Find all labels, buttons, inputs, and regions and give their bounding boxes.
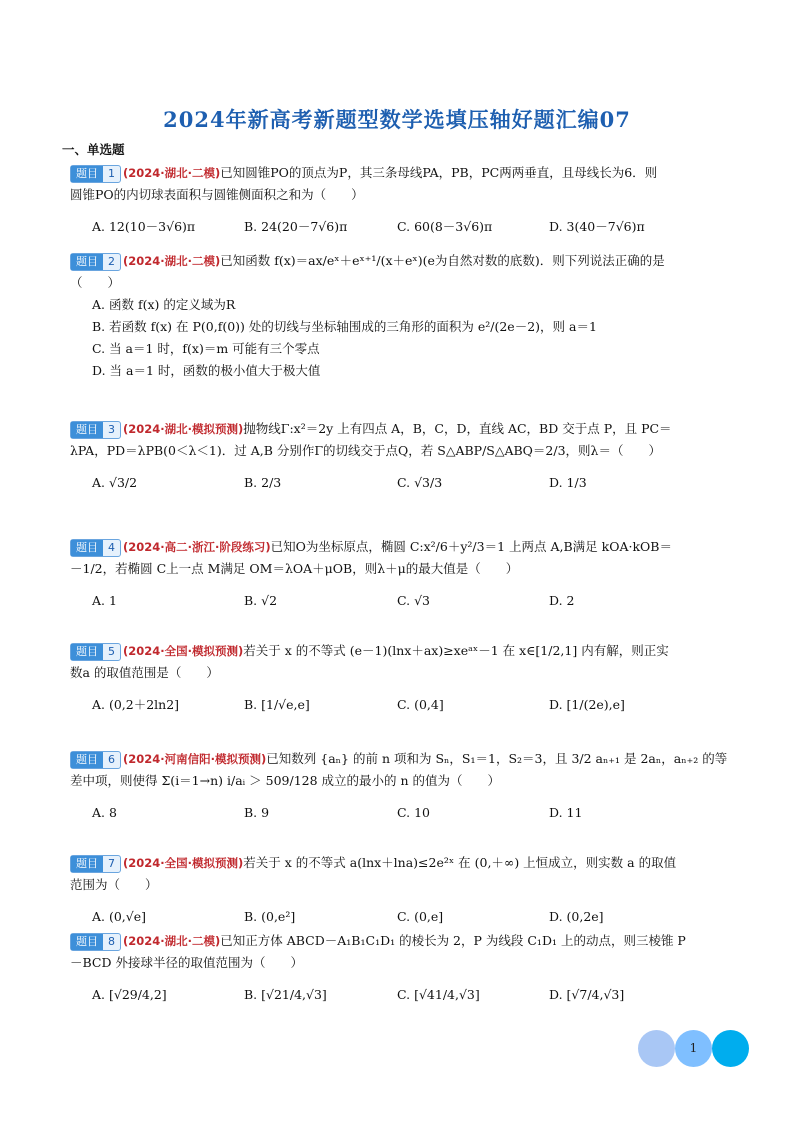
- question-line: [70, 930, 720, 952]
- decor-circle-left: [638, 1030, 675, 1067]
- question-source: (2024·全国·模拟预测): [123, 644, 244, 658]
- question-line: [70, 640, 720, 662]
- question-tag-label: 题目: [71, 856, 103, 872]
- answer-options: [92, 590, 720, 612]
- question-number: 4: [108, 540, 115, 554]
- answer-option: B. 24(20－7√6)π: [244, 219, 348, 234]
- question-tag: [70, 855, 121, 873]
- question-line: [70, 162, 720, 184]
- question-tag: [70, 643, 121, 661]
- answer-option: D. 3(40－7√6)π: [549, 219, 645, 234]
- answer-option: A. 1: [92, 593, 117, 608]
- question-source: (2024·湖北·二模): [123, 166, 221, 180]
- question-8: [70, 930, 720, 1006]
- question-source: (2024·湖北·二模): [123, 934, 221, 948]
- question-line: [70, 852, 720, 874]
- question-text: 范围为（ ）: [70, 877, 158, 892]
- question-source: (2024·高二·浙江·阶段练习): [123, 540, 271, 554]
- answer-option: C. 10: [397, 805, 430, 820]
- answer-option: C. (0,4]: [397, 697, 444, 712]
- question-tag-label: 题目: [71, 540, 103, 556]
- statement-option: B. 若函数 f(x) 在 P(0,f(0)) 处的切线与坐标轴围成的三角形的面积为 e²/(2e－2)，则 a＝1: [92, 319, 597, 334]
- question-tag-label: 题目: [71, 422, 103, 438]
- answer-option: B. [√21/4,√3]: [244, 987, 327, 1002]
- question-source: (2024·全国·模拟预测): [123, 856, 244, 870]
- question-number: 1: [108, 166, 115, 180]
- answer-option: C. (0,e]: [397, 909, 444, 924]
- question-line: [70, 184, 720, 206]
- question-line: [70, 440, 720, 462]
- question-tag: [70, 933, 121, 951]
- question-number: 5: [108, 644, 115, 658]
- question-text: 若关于 x 的不等式 a(lnx＋lna)≤2e²ˣ 在 (0,＋∞) 上恒成立，则实数 a 的取值: [243, 855, 677, 870]
- question-text: 抛物线Γ:x²＝2y 上有四点 A，B，C，D，直线 AC，BD 交于点 P，且 PC＝: [243, 421, 672, 436]
- question-line: [70, 558, 720, 580]
- decor-circle-right: [712, 1030, 749, 1067]
- question-tag-label: 题目: [71, 934, 103, 950]
- question-2: [70, 250, 720, 382]
- question-5: [70, 640, 720, 716]
- question-source: (2024·湖北·二模): [123, 254, 221, 268]
- question-line: [70, 874, 720, 896]
- answer-option: A. (0,2＋2ln2]: [92, 697, 180, 712]
- question-text: －BCD 外接球半径的取值范围为（ ）: [70, 955, 303, 970]
- question-line: [70, 418, 720, 440]
- question-tag: [70, 751, 121, 769]
- answer-options: [92, 906, 720, 928]
- statement-option: C. 当 a＝1 时，f(x)＝m 可能有三个零点: [92, 341, 320, 356]
- question-line: [70, 952, 720, 974]
- question-tag: [70, 165, 121, 183]
- question-4: [70, 536, 720, 612]
- question-text: 已知数列 {aₙ} 的前 n 项和为 Sₙ，S₁＝1，S₂＝3，且 3/2 aₙ₊₁ 是 2aₙ，aₙ₊₂ 的等: [266, 751, 728, 766]
- question-tag: [70, 421, 121, 439]
- answer-option: B. 9: [244, 805, 270, 820]
- question-text: 已知圆锥PO的顶点为P，其三条母线PA，PB，PC两两垂直，且母线长为6．则: [220, 165, 658, 180]
- question-number: 2: [108, 254, 115, 268]
- answer-option: A. 8: [92, 805, 117, 820]
- page-title: 2024年新高考新题型数学选填压轴好题汇编07: [163, 107, 631, 132]
- question-text: －1/2，若椭圆 C上一点 M满足 OM＝λOA＋μOB，则λ＋μ的最大值是（ ）: [70, 561, 519, 576]
- question-line: [70, 536, 720, 558]
- question-source: (2024·河南信阳·模拟预测): [123, 752, 267, 766]
- question-text: 差中项，则使得 Σ(i＝1→n) i/aᵢ ＞ 509/128 成立的最小的 n 的值为（ ）: [70, 773, 501, 788]
- answer-option: D. 11: [549, 805, 583, 820]
- statement-option: D. 当 a＝1 时，函数的极小值大于极大值: [92, 363, 321, 378]
- question-tag: [70, 539, 121, 557]
- question-1: [70, 162, 720, 238]
- answer-option: B. [1/√e,e]: [244, 697, 310, 712]
- question-text: 圆锥PO的内切球表面积与圆锥侧面积之和为（ ）: [70, 187, 364, 202]
- answer-option: D. [√7/4,√3]: [549, 987, 625, 1002]
- question-line: [70, 748, 728, 770]
- question-number: 7: [108, 856, 115, 870]
- question-line: [70, 250, 720, 272]
- answer-option: C. √3: [397, 593, 430, 608]
- question-6: [70, 748, 728, 824]
- question-text: 若关于 x 的不等式 (e－1)(lnx＋ax)≥xeᵃˣ－1 在 x∈[1/2,1] 内有解，则正实: [243, 643, 669, 658]
- question-text: λPA，PD＝λPB(0＜λ＜1)．过 A,B 分别作Γ的切线交于点Q，若 S△ABP/S△ABQ＝2/3，则λ＝（ ）: [70, 443, 661, 458]
- answer-option: A. [√29/4,2]: [92, 987, 167, 1002]
- answer-options: [92, 802, 720, 824]
- question-tag-label: 题目: [71, 752, 103, 768]
- answer-option: B. √2: [244, 593, 278, 608]
- answer-option: B. 2/3: [244, 475, 282, 490]
- answer-option: C. [√41/4,√3]: [397, 987, 480, 1002]
- question-line: [70, 662, 720, 684]
- question-text: 已知函数 f(x)＝ax/eˣ＋eˣ⁺¹/(x＋eˣ)(e为自然对数的底数)．则下列说法正确的是: [220, 253, 665, 268]
- answer-option: A. √3/2: [92, 475, 138, 490]
- answer-options: [92, 216, 720, 238]
- answer-option: D. 1/3: [549, 475, 587, 490]
- answer-options: [92, 694, 720, 716]
- question-number: 3: [108, 422, 115, 436]
- answer-option: C. 60(8－3√6)π: [397, 219, 493, 234]
- question-tag-label: 题目: [71, 254, 103, 270]
- question-source: (2024·湖北·模拟预测): [123, 422, 244, 436]
- question-number: 8: [108, 934, 115, 948]
- answer-options: [92, 984, 720, 1006]
- section-heading: 一、单选题: [62, 142, 125, 157]
- question-text: （ ）: [70, 275, 121, 290]
- question-tag: [70, 253, 121, 271]
- question-text: 已知O为坐标原点，椭圆 C:x²/6＋y²/3＝1 上两点 A,B满足 kOA·kOB＝: [270, 539, 672, 554]
- answer-option: A. 12(10－3√6)π: [92, 219, 196, 234]
- question-line: [70, 770, 720, 792]
- question-line: [70, 272, 720, 294]
- answer-option: D. 2: [549, 593, 575, 608]
- question-3: [70, 418, 720, 494]
- question-tag-label: 题目: [71, 644, 103, 660]
- answer-option: B. (0,e²]: [244, 909, 296, 924]
- answer-options: [92, 472, 720, 494]
- answer-option: C. √3/3: [397, 475, 443, 490]
- question-text: 数a 的取值范围是（ ）: [70, 665, 219, 680]
- question-7: [70, 852, 720, 928]
- statement-option: A. 函数 f(x) 的定义域为R: [92, 297, 236, 312]
- question-text: 已知正方体 ABCD－A₁B₁C₁D₁ 的棱长为 2，P 为线段 C₁D₁ 上的动点，则三棱锥 P: [220, 933, 686, 948]
- question-tag-label: 题目: [71, 166, 103, 182]
- answer-option: A. (0,√e]: [92, 909, 147, 924]
- answer-option: D. (0,2e]: [549, 909, 604, 924]
- page-number: 1: [675, 1030, 712, 1067]
- answer-option: D. [1/(2e),e]: [549, 697, 625, 712]
- question-number: 6: [108, 752, 115, 766]
